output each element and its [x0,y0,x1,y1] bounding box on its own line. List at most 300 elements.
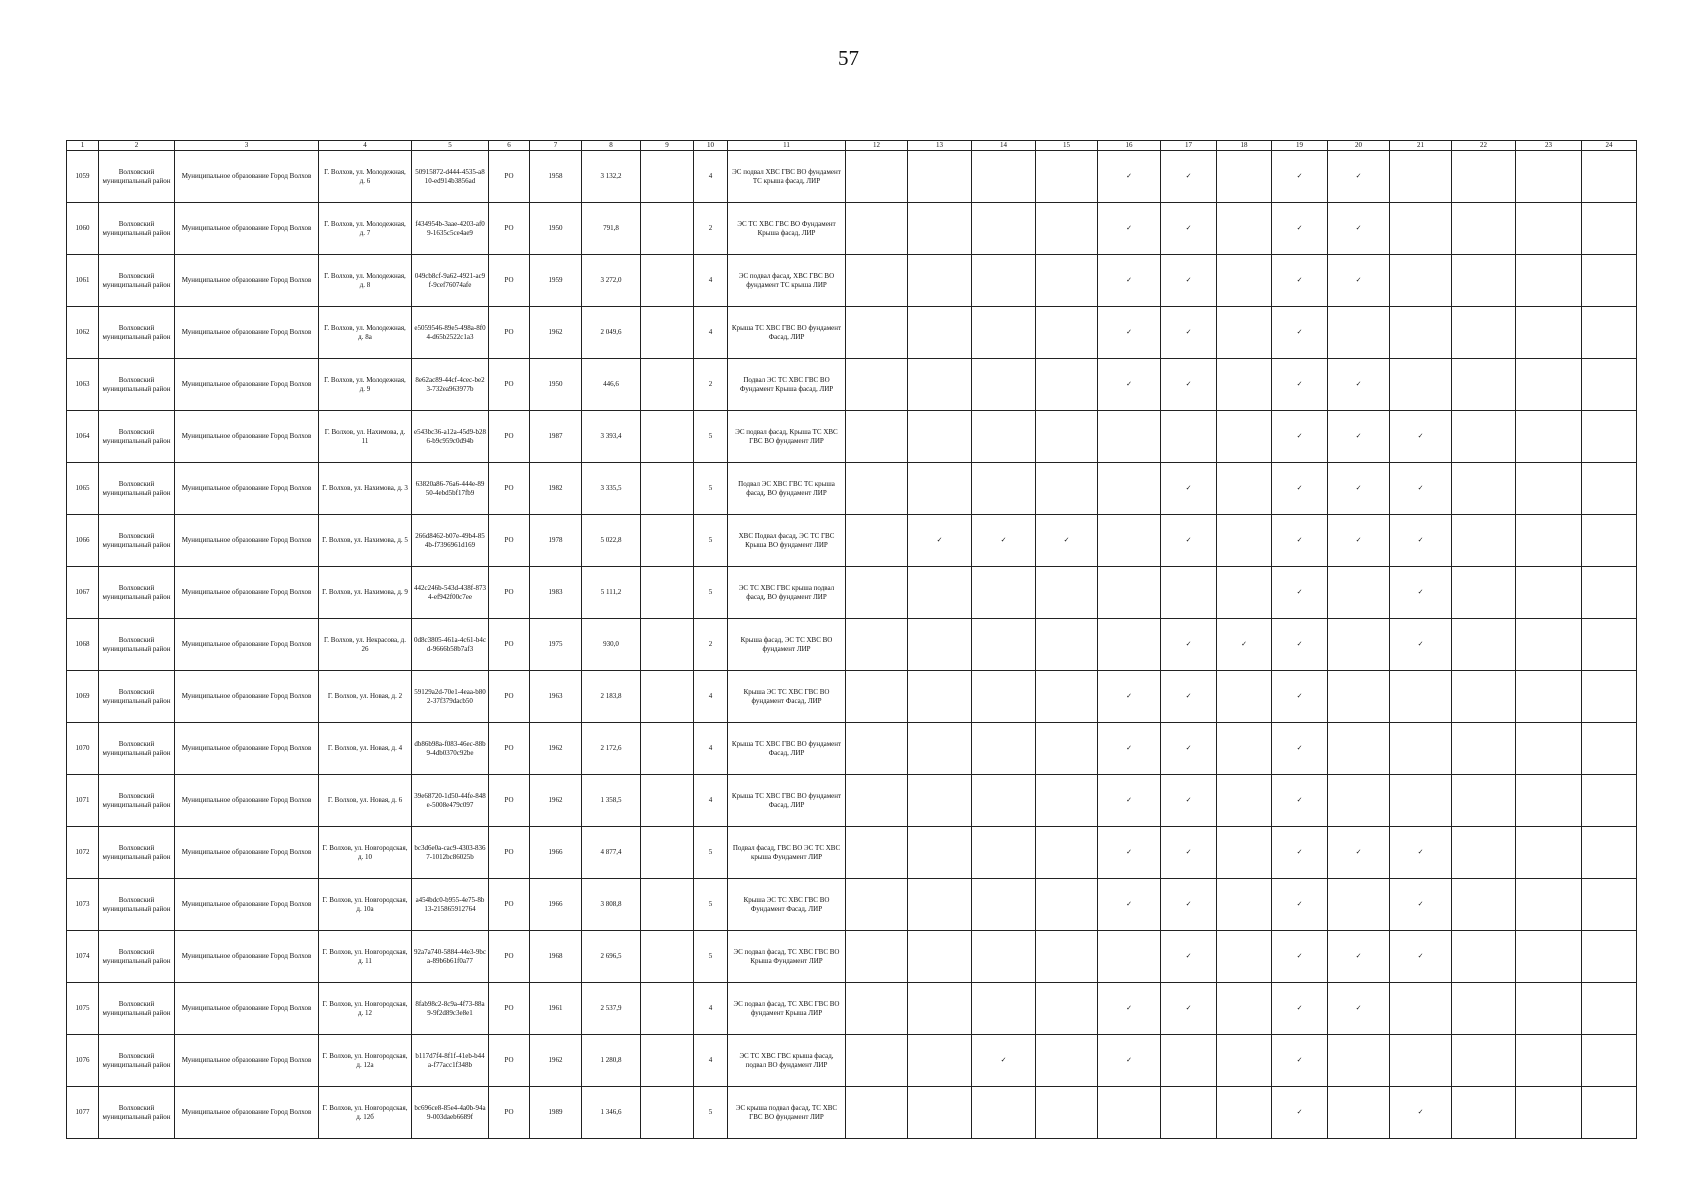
col21-cell [1390,671,1452,723]
floors-cell: 5 [694,827,728,879]
guid-cell: e543bc36-a12a-45d9-b286-b9c959c0d94b [412,411,489,463]
table-row [67,619,1637,671]
year-cell: 1966 [530,827,582,879]
method-cell: РО [489,203,530,255]
district-cell: Волховский муниципальный район [99,671,175,723]
col18-cell [1217,879,1272,931]
column-number: 9 [641,141,694,151]
col17-cell: ✓ [1161,307,1217,359]
guid-cell: 92a7a740-5884-44e3-9bca-89b6b61f0a77 [412,931,489,983]
works-cell: Крыша ТС ХВС ГВС ВО фундамент Фасад, ЛИР [728,775,846,827]
col20-cell [1328,1087,1390,1139]
row-number: 1075 [67,983,99,1035]
col18-cell [1217,983,1272,1035]
col9-cell [641,827,694,879]
col24-cell [1582,359,1637,411]
col20-cell: ✓ [1328,463,1390,515]
col9-cell [641,671,694,723]
col22-cell [1452,411,1516,463]
col13-cell [908,411,972,463]
guid-cell: bc3d6e0a-cac9-4303-8367-1012bc86025b [412,827,489,879]
district-cell: Волховский муниципальный район [99,151,175,203]
column-number: 22 [1452,141,1516,151]
municipality-cell: Муниципальное образование Город Волхов [175,359,319,411]
col22-cell [1452,775,1516,827]
floors-cell: 4 [694,255,728,307]
works-cell: Крыша ТС ХВС ГВС ВО фундамент Фасад, ЛИР [728,307,846,359]
col21-cell [1390,983,1452,1035]
row-number: 1064 [67,411,99,463]
area-cell: 1 280,8 [582,1035,641,1087]
floors-cell: 2 [694,619,728,671]
col13-cell [908,463,972,515]
floors-cell: 5 [694,411,728,463]
col22-cell [1452,619,1516,671]
col16-cell: ✓ [1098,671,1161,723]
col16-cell: ✓ [1098,775,1161,827]
col9-cell [641,1035,694,1087]
col14-cell: ✓ [972,1035,1036,1087]
col15-cell [1036,203,1098,255]
col15-cell [1036,463,1098,515]
col20-cell: ✓ [1328,411,1390,463]
row-number: 1074 [67,931,99,983]
col19-cell: ✓ [1272,1087,1328,1139]
col16-cell: ✓ [1098,255,1161,307]
year-cell: 1978 [530,515,582,567]
col16-cell [1098,515,1161,567]
col14-cell [972,1087,1036,1139]
district-cell: Волховский муниципальный район [99,515,175,567]
area-cell: 4 877,4 [582,827,641,879]
col16-cell [1098,411,1161,463]
method-cell: РО [489,723,530,775]
method-cell: РО [489,151,530,203]
col16-cell [1098,567,1161,619]
district-cell: Волховский муниципальный район [99,879,175,931]
works-cell: ЭС подвал фасад, ТС ХВС ГВС ВО Крыша Фундамент ЛИР [728,931,846,983]
col23-cell [1516,255,1582,307]
col17-cell [1161,411,1217,463]
col21-cell [1390,151,1452,203]
col19-cell: ✓ [1272,411,1328,463]
method-cell: РО [489,411,530,463]
row-number: 1063 [67,359,99,411]
municipality-cell: Муниципальное образование Город Волхов [175,307,319,359]
col12-cell [846,203,908,255]
column-number: 21 [1390,141,1452,151]
works-cell: ЭС подвал фасад, ХВС ГВС ВО фундамент ТС крыша ЛИР [728,255,846,307]
district-cell: Волховский муниципальный район [99,411,175,463]
year-cell: 1962 [530,307,582,359]
table-row [67,515,1637,567]
col17-cell: ✓ [1161,879,1217,931]
col18-cell [1217,307,1272,359]
floors-cell: 5 [694,515,728,567]
col23-cell [1516,203,1582,255]
floors-cell: 5 [694,463,728,515]
col16-cell: ✓ [1098,359,1161,411]
col15-cell [1036,879,1098,931]
method-cell: РО [489,255,530,307]
col17-cell: ✓ [1161,151,1217,203]
address-cell: Г. Волхов, ул. Нахимова, д. 11 [319,411,412,463]
area-cell: 5 111,2 [582,567,641,619]
area-cell: 2 183,8 [582,671,641,723]
col24-cell [1582,463,1637,515]
municipality-cell: Муниципальное образование Город Волхов [175,463,319,515]
year-cell: 1962 [530,1035,582,1087]
municipality-cell: Муниципальное образование Город Волхов [175,151,319,203]
col9-cell [641,931,694,983]
col14-cell [972,151,1036,203]
works-cell: ЭС ТС ХВС ГВС ВО Фундамент Крыша фасад, ЛИР [728,203,846,255]
col17-cell: ✓ [1161,463,1217,515]
col23-cell [1516,1035,1582,1087]
col23-cell [1516,983,1582,1035]
area-cell: 446,6 [582,359,641,411]
col22-cell [1452,463,1516,515]
year-cell: 1963 [530,671,582,723]
col24-cell [1582,307,1637,359]
method-cell: РО [489,1035,530,1087]
floors-cell: 5 [694,567,728,619]
col19-cell: ✓ [1272,775,1328,827]
col21-cell [1390,255,1452,307]
col23-cell [1516,827,1582,879]
col24-cell [1582,619,1637,671]
municipality-cell: Муниципальное образование Город Волхов [175,723,319,775]
col9-cell [641,775,694,827]
col23-cell [1516,567,1582,619]
col12-cell [846,619,908,671]
district-cell: Волховский муниципальный район [99,723,175,775]
col20-cell: ✓ [1328,983,1390,1035]
method-cell: РО [489,619,530,671]
table-row [67,723,1637,775]
col19-cell: ✓ [1272,931,1328,983]
table-row [67,671,1637,723]
column-number: 19 [1272,141,1328,151]
column-number: 18 [1217,141,1272,151]
col17-cell: ✓ [1161,827,1217,879]
col19-cell: ✓ [1272,359,1328,411]
col14-cell [972,463,1036,515]
row-number: 1068 [67,619,99,671]
col16-cell: ✓ [1098,203,1161,255]
col9-cell [641,203,694,255]
col12-cell [846,671,908,723]
method-cell: РО [489,567,530,619]
col22-cell [1452,567,1516,619]
address-cell: Г. Волхов, ул. Новая, д. 4 [319,723,412,775]
col22-cell [1452,151,1516,203]
column-number: 20 [1328,141,1390,151]
col9-cell [641,255,694,307]
col14-cell [972,567,1036,619]
table-row [67,879,1637,931]
col15-cell [1036,411,1098,463]
col17-cell: ✓ [1161,671,1217,723]
col23-cell [1516,463,1582,515]
method-cell: РО [489,879,530,931]
column-number: 3 [175,141,319,151]
col22-cell [1452,931,1516,983]
works-cell: ЭС подвал фасад, ТС ХВС ГВС ВО фундамент Крыша ЛИР [728,983,846,1035]
column-number-row [67,141,1637,151]
works-cell: Подвал ЭС ХВС ГВС ТС крыша фасад, ВО фундамент ЛИР [728,463,846,515]
col20-cell [1328,567,1390,619]
col22-cell [1452,255,1516,307]
address-cell: Г. Волхов, ул. Новая, д. 2 [319,671,412,723]
col19-cell: ✓ [1272,827,1328,879]
col23-cell [1516,879,1582,931]
col21-cell [1390,203,1452,255]
address-cell: Г. Волхов, ул. Новгородская, д. 10 [319,827,412,879]
col18-cell [1217,723,1272,775]
guid-cell: 0d8c3805-461a-4c61-b4cd-9666b58b7af3 [412,619,489,671]
col12-cell [846,1087,908,1139]
col16-cell [1098,619,1161,671]
col15-cell [1036,1087,1098,1139]
column-number: 17 [1161,141,1217,151]
col18-cell [1217,463,1272,515]
floors-cell: 2 [694,359,728,411]
area-cell: 3 132,2 [582,151,641,203]
col24-cell [1582,723,1637,775]
address-cell: Г. Волхов, ул. Молодежная, д. 6 [319,151,412,203]
col12-cell [846,515,908,567]
col23-cell [1516,151,1582,203]
row-number: 1060 [67,203,99,255]
col16-cell [1098,463,1161,515]
table-row [67,983,1637,1035]
column-number: 10 [694,141,728,151]
table-body [67,151,1637,1139]
district-cell: Волховский муниципальный район [99,567,175,619]
col16-cell: ✓ [1098,723,1161,775]
col21-cell [1390,307,1452,359]
row-number: 1065 [67,463,99,515]
col15-cell [1036,359,1098,411]
col12-cell [846,983,908,1035]
floors-cell: 4 [694,1035,728,1087]
guid-cell: 8fab98c2-8c9a-4f73-88a9-9f2d89c3e8e1 [412,983,489,1035]
col16-cell: ✓ [1098,983,1161,1035]
col12-cell [846,463,908,515]
col12-cell [846,151,908,203]
col24-cell [1582,411,1637,463]
year-cell: 1968 [530,931,582,983]
col22-cell [1452,1087,1516,1139]
municipality-cell: Муниципальное образование Город Волхов [175,1035,319,1087]
method-cell: РО [489,775,530,827]
col9-cell [641,359,694,411]
works-cell: ХВС Подвал фасад, ЭС ТС ГВС Крыша ВО фундамент ЛИР [728,515,846,567]
col18-cell [1217,671,1272,723]
col20-cell [1328,307,1390,359]
col21-cell: ✓ [1390,931,1452,983]
year-cell: 1959 [530,255,582,307]
area-cell: 3 335,5 [582,463,641,515]
col24-cell [1582,671,1637,723]
works-cell: ЭС крыша подвал фасад, ТС ХВС ГВС ВО фундамент ЛИР [728,1087,846,1139]
col9-cell [641,463,694,515]
col9-cell [641,515,694,567]
col12-cell [846,411,908,463]
col14-cell [972,307,1036,359]
col15-cell [1036,151,1098,203]
area-cell: 1 346,6 [582,1087,641,1139]
col19-cell: ✓ [1272,151,1328,203]
municipality-cell: Муниципальное образование Город Волхов [175,515,319,567]
district-cell: Волховский муниципальный район [99,1035,175,1087]
row-number: 1062 [67,307,99,359]
district-cell: Волховский муниципальный район [99,307,175,359]
municipality-cell: Муниципальное образование Город Волхов [175,931,319,983]
district-cell: Волховский муниципальный район [99,359,175,411]
floors-cell: 5 [694,879,728,931]
municipality-cell: Муниципальное образование Город Волхов [175,879,319,931]
col13-cell [908,255,972,307]
row-number: 1072 [67,827,99,879]
col24-cell [1582,151,1637,203]
col9-cell [641,1087,694,1139]
col18-cell [1217,255,1272,307]
method-cell: РО [489,1087,530,1139]
area-cell: 5 022,8 [582,515,641,567]
works-cell: ЭС ТС ХВС ГВС крыша подвал фасад, ВО фундамент ЛИР [728,567,846,619]
col20-cell [1328,775,1390,827]
col15-cell [1036,723,1098,775]
col24-cell [1582,1035,1637,1087]
column-number: 12 [846,141,908,151]
area-cell: 1 358,5 [582,775,641,827]
col21-cell: ✓ [1390,1087,1452,1139]
table-row [67,1087,1637,1139]
table-row [67,1035,1637,1087]
municipality-cell: Муниципальное образование Город Волхов [175,1087,319,1139]
col15-cell [1036,931,1098,983]
col17-cell: ✓ [1161,931,1217,983]
col9-cell [641,619,694,671]
col13-cell [908,203,972,255]
table-row [67,151,1637,203]
column-number: 1 [67,141,99,151]
col13-cell: ✓ [908,515,972,567]
guid-cell: 266d8462-b07e-49b4-854b-f7396961d169 [412,515,489,567]
column-number: 7 [530,141,582,151]
municipality-cell: Муниципальное образование Город Волхов [175,775,319,827]
guid-cell: 50915872-d444-4535-a810-ed914b3856ad [412,151,489,203]
address-cell: Г. Волхов, ул. Новгородская, д. 10а [319,879,412,931]
works-cell: ЭС подвал фасад, Крыша ТС ХВС ГВС ВО фундамент ЛИР [728,411,846,463]
municipality-cell: Муниципальное образование Город Волхов [175,619,319,671]
col19-cell: ✓ [1272,203,1328,255]
col23-cell [1516,359,1582,411]
col20-cell [1328,619,1390,671]
col18-cell [1217,359,1272,411]
col19-cell: ✓ [1272,723,1328,775]
method-cell: РО [489,463,530,515]
col12-cell [846,307,908,359]
address-cell: Г. Волхов, ул. Нахимова, д. 9 [319,567,412,619]
guid-cell: e5059546-89e5-498a-8f04-d65b2522c1a3 [412,307,489,359]
address-cell: Г. Волхов, ул. Новгородская, д. 12а [319,1035,412,1087]
col12-cell [846,255,908,307]
table-row [67,827,1637,879]
district-cell: Волховский муниципальный район [99,983,175,1035]
year-cell: 1982 [530,463,582,515]
col17-cell: ✓ [1161,359,1217,411]
col14-cell [972,723,1036,775]
col20-cell [1328,671,1390,723]
col19-cell: ✓ [1272,255,1328,307]
method-cell: РО [489,515,530,567]
guid-cell: 049cb8cf-9a62-4921-ac9f-9cef76074afe [412,255,489,307]
column-number: 23 [1516,141,1582,151]
col16-cell [1098,931,1161,983]
column-number: 13 [908,141,972,151]
col21-cell: ✓ [1390,515,1452,567]
column-number: 6 [489,141,530,151]
col21-cell [1390,359,1452,411]
col24-cell [1582,983,1637,1035]
col20-cell [1328,1035,1390,1087]
year-cell: 1958 [530,151,582,203]
col22-cell [1452,307,1516,359]
address-cell: Г. Волхов, ул. Новгородская, д. 11 [319,931,412,983]
table-row [67,463,1637,515]
col9-cell [641,307,694,359]
guid-cell: db86b98a-f083-46ec-88b9-4db0370c92be [412,723,489,775]
works-cell: Подвал ЭС ТС ХВС ГВС ВО Фундамент Крыша фасад, ЛИР [728,359,846,411]
col23-cell [1516,619,1582,671]
column-number: 11 [728,141,846,151]
col12-cell [846,359,908,411]
col9-cell [641,983,694,1035]
guid-cell: 39e68720-1d50-44fe-848e-5008e479c097 [412,775,489,827]
district-cell: Волховский муниципальный район [99,463,175,515]
col18-cell: ✓ [1217,619,1272,671]
col9-cell [641,723,694,775]
year-cell: 1983 [530,567,582,619]
district-cell: Волховский муниципальный район [99,203,175,255]
col18-cell [1217,515,1272,567]
table-row [67,359,1637,411]
col15-cell [1036,983,1098,1035]
col18-cell [1217,203,1272,255]
col21-cell: ✓ [1390,567,1452,619]
address-cell: Г. Волхов, ул. Некрасова, д. 26 [319,619,412,671]
col13-cell [908,931,972,983]
col14-cell [972,931,1036,983]
col20-cell [1328,879,1390,931]
floors-cell: 4 [694,983,728,1035]
col20-cell: ✓ [1328,151,1390,203]
col9-cell [641,567,694,619]
municipality-cell: Муниципальное образование Город Волхов [175,983,319,1035]
district-cell: Волховский муниципальный район [99,255,175,307]
col19-cell: ✓ [1272,463,1328,515]
column-number: 24 [1582,141,1637,151]
works-cell: Подвал фасад, ГВС ВО ЭС ТС ХВС крыша Фундамент ЛИР [728,827,846,879]
floors-cell: 4 [694,775,728,827]
page-number: 57 [838,46,859,70]
col15-cell: ✓ [1036,515,1098,567]
method-cell: РО [489,671,530,723]
area-cell: 2 537,9 [582,983,641,1035]
